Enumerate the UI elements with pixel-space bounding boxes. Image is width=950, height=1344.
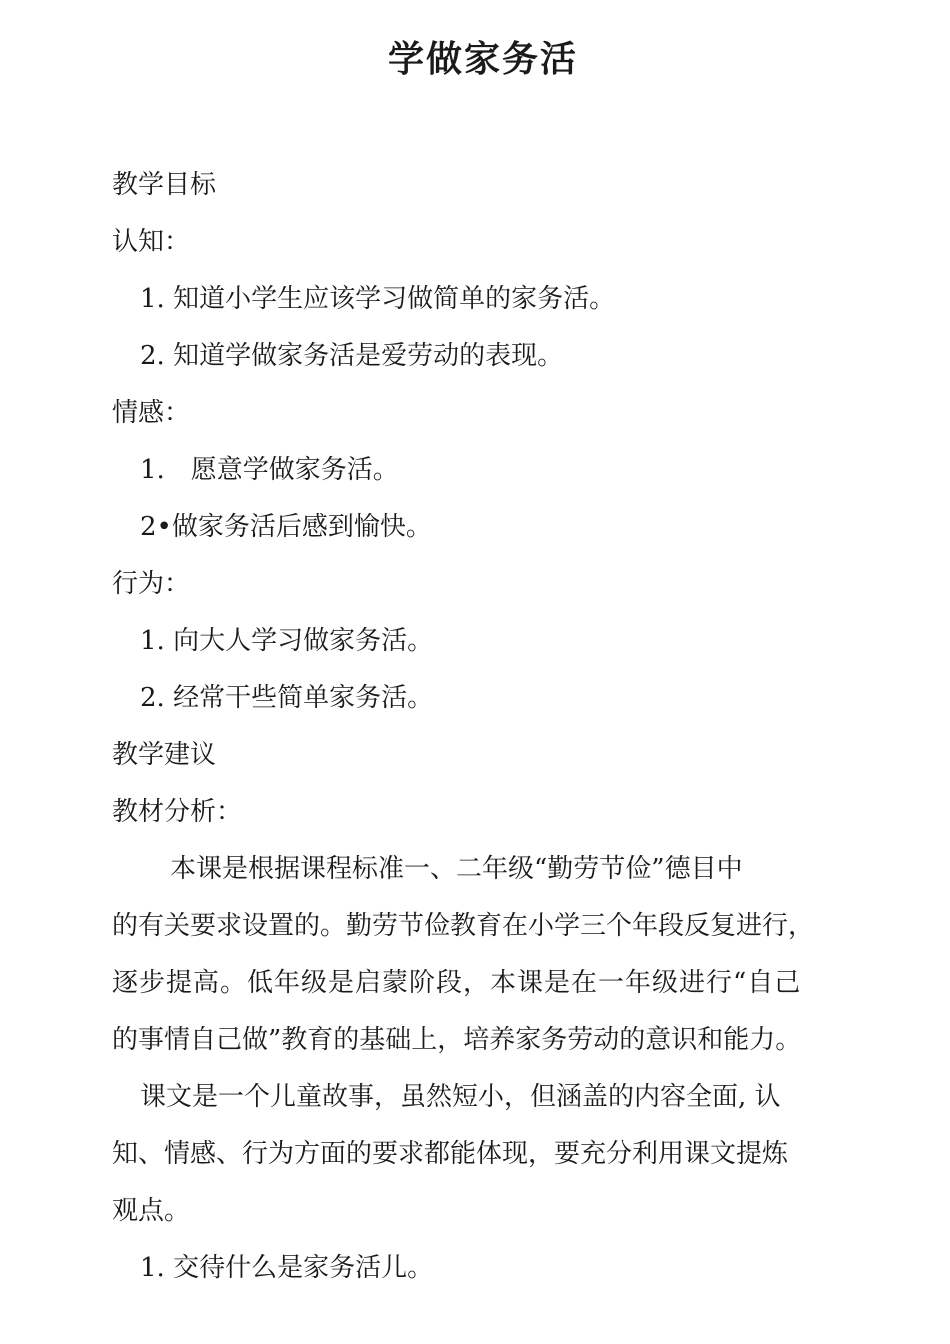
paragraph-line: 本课是根据课程标准一、二年级“勤劳节俭”德目中: [170, 854, 743, 884]
list-item: 1. 知道小学生应该学习做简单的家务活。: [140, 284, 616, 314]
subheading-behavior: 行为：: [112, 569, 191, 599]
list-item: 2. 经常干些简单家务活。: [140, 683, 434, 713]
subheading-cognition: 认知：: [112, 227, 191, 257]
paragraph-line: 观点。: [112, 1196, 191, 1226]
document-title: 学做家务活: [387, 39, 578, 80]
section-heading-teaching-suggestions: 教学建议: [112, 740, 217, 770]
paragraph-line: 的有关要求设置的。勤劳节俭教育在小学三个年段反复进行，: [112, 911, 815, 941]
section-heading-teaching-goals: 教学目标: [112, 170, 217, 200]
subheading-material-analysis: 教材分析：: [112, 797, 243, 827]
list-item: 1. 愿意学做家务活。: [140, 455, 399, 485]
paragraph-line: 的事情自己做”教育的基础上，培养家务劳动的意识和能力。: [112, 1025, 802, 1055]
paragraph-line: 知、情感、行为方面的要求都能体现，要充分利用课文提炼: [112, 1139, 789, 1169]
paragraph-line: 逐步提高。低年级是启蒙阶段，本课是在一年级进行“自己: [112, 968, 802, 998]
list-item: 1. 交待什么是家务活儿。: [140, 1253, 434, 1283]
list-item: 2. 知道学做家务活是爱劳动的表现。: [140, 341, 564, 371]
paragraph-line: 课文是一个儿童故事，虽然短小，但涵盖的内容全面, 认: [140, 1082, 781, 1112]
list-item: 2•做家务活后感到愉快。: [140, 512, 432, 542]
subheading-emotion: 情感：: [112, 398, 191, 428]
list-item: 1. 向大人学习做家务活。: [140, 626, 434, 656]
